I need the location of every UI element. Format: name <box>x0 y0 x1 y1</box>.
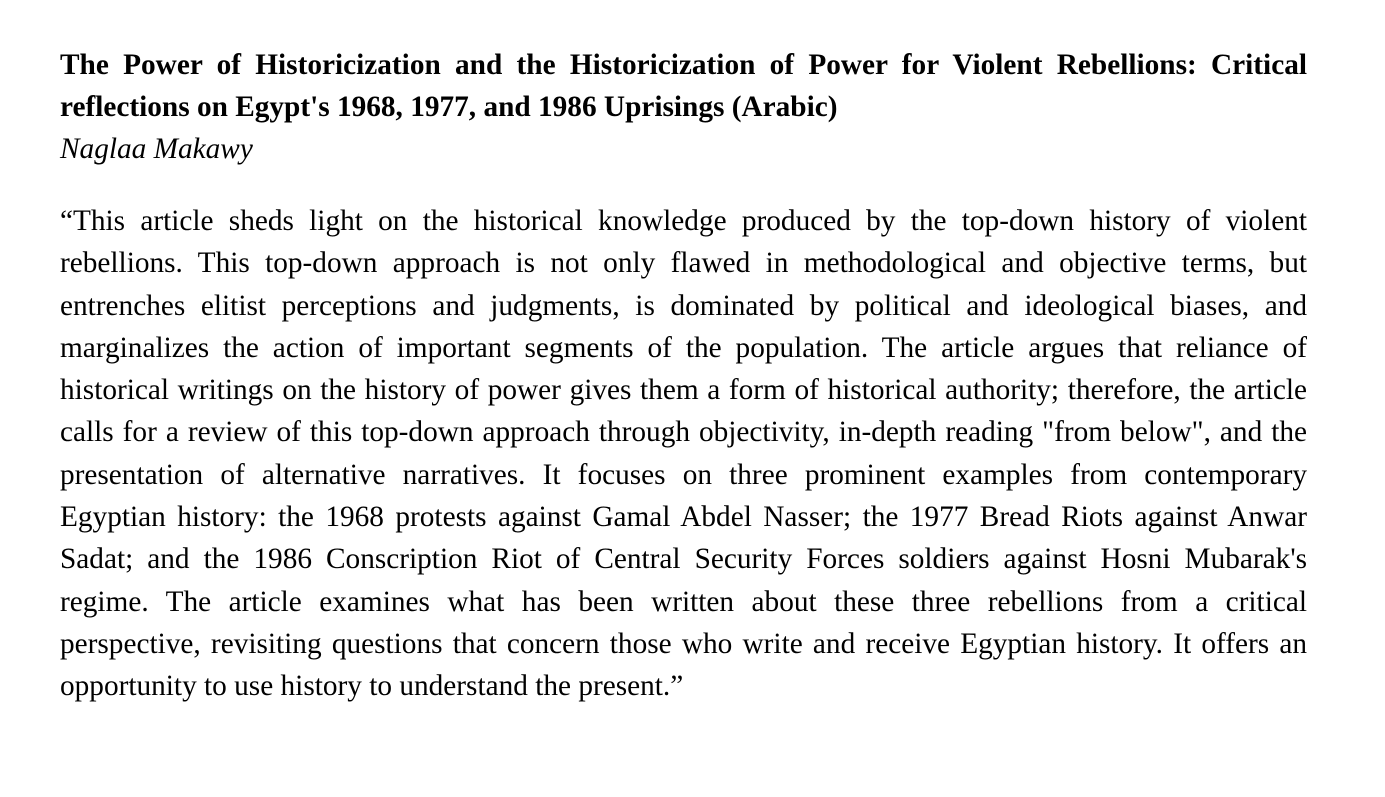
article-entry <box>60 44 1307 708</box>
article-abstract: “This article sheds light on the historical knowledge produced by the top-down history of violent rebellions. This top-down approach is not only flawed in methodological and objective terms, but entrenches elitist perceptions and judgments, is dominated by political and ideological biases, and marginalizes the action of important segments of the population. The article argues that reliance of historical writings on the history of power gives them a form of historical authority; therefore, the article calls for a review of this top-down approach through objectivity, in-depth reading "from below", and the presentation of alternative narratives. It focuses on three prominent examples from contemporary Egyptian history: the 1968 protests against Gamal Abdel Nasser; the 1977 Bread Riots against Anwar Sadat; and the 1986 Conscription Riot of Central Security Forces soldiers against Hosni Mubarak's regime. The article examines what has been written about these three rebellions from a critical perspective, revisiting questions that concern those who write and receive Egyptian history. It offers an opportunity to use history to understand the present.” <box>60 205 1307 703</box>
article-title: The Power of Historicization and the Historicization of Power for Violent Rebellions: Critical reflections on Egypt's 1968, 1977, and 1986 Uprisings (Arabic) <box>60 49 1307 123</box>
article-author: Naglaa Makawy <box>60 133 253 165</box>
